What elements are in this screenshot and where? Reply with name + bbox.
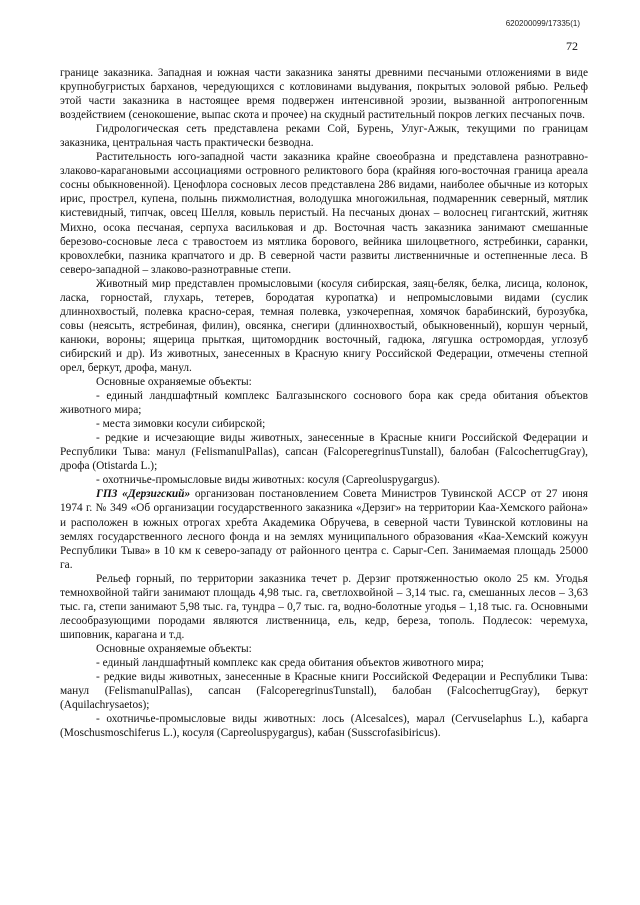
protected-objects-heading: Основные охраняемые объекты: (96, 642, 252, 655)
document-number: 620200099/17335(1) (505, 19, 580, 28)
paragraph-relief: границе заказника. Западная и южная части заказника заняты древними песчаными отложениями в виде крупнобугристых барханов, чередующихся с котловинами выдувания, покрытых эоловой рябью. Рельеф этой части заказника в настоящее время подвержен интенсивной эрозии, вызванной антропогенным воздействием (сенокошение, выпас скота и прочее) на скудный растительный покров легких песчаных почв. (60, 67, 588, 122)
protected-object-item: - охотничье-промысловые виды животных: лось (Alcesalces), марал (Cervuselaphus L.), кабарга (Moschusmoschiferus L.), косуля (Capreoluspygargus), кабан (Susscrofasibiricus). (60, 713, 588, 740)
protected-object-item: - места зимовки косули сибирской; (96, 418, 266, 431)
paragraph-vegetation: Растительность юго-западной части заказника крайне своеобразна и представлена разнотравно-злаково-карагановыми ассоциациями островного реликтового бора (крайняя юго-восточная граница ареала сосны обыкновенной). Ценофлора сосновых лесов представлена 286 видами, наиболее обычные из которых ирис, прострел, купена, полынь пижмолистная, володушка многожильная, подмаренник северный, мятлик кистевидный, типчак, овсец Шелля, ковыль перистый. На песчаных дюнах – волоснец гигантский, житняк Михно, осока песчаная, серпуха васильковая и др. Восточная часть заказника занимают смешанные березово-сосновые леса с травостоем из мятлика борового, вейника шилоцветного, ястребинки, саранки, кровохлебки, пазника крапчатого и др. В северной части развиты лиственничные и остепненные леса. В северо-западной – злаково-разнотравные степи. (60, 151, 588, 276)
page-number: 72 (566, 39, 578, 53)
paragraph-fauna: Животный мир представлен промысловыми (косуля сибирская, заяц-беляк, белка, лисица, колонок, ласка, горностай, глухарь, тетерев, бородатая куропатка) и непромысловыми видами (суслик длиннохвостый, полевка красно-серая, темная полевка, узкочерепная, хомячок барабинский, бурозубка, совы (неясыть, ястребиная, филин), овсянка, снегири (длиннохвостый, обыкновенный), коршун черный, канюки, вороны; ящерица прыткая, щитомордник восточный, гадюка, лягушка остромордая, углозуб сибирский и др). Из животных, занесенных в Красную книгу Российской Федерации, отмечены степной орел, беркут, дрофа, манул. (60, 277, 588, 374)
paragraph-derzig (60, 487, 588, 571)
paragraph-derzig-relief: Рельеф горный, по территории заказника течет р. Дерзиг протяженностью около 25 км. Угодья темнохвойной тайги занимают площадь 4,98 тыс. га, светлохвойной – 3,14 тыс. га, смешанных лесов – 3,63 тыс. га, степи занимают 5,98 тыс. га, тундра – 0,7 тыс. га, водно-болотные угодья – 1,18 тыс. га. Основными лесообразующими породами являются лиственница, ель, кедр, береза, тополь. Подлесок: черемуха, шиповник, карагана и т.д. (60, 572, 588, 641)
protected-objects-heading: Основные охраняемые объекты: (96, 376, 252, 389)
protected-object-item: - единый ландшафтный комплекс как среда обитания объектов животного мира; (96, 656, 484, 669)
protected-object-item: - единый ландшафтный комплекс Балгазынского соснового бора как среда обитания объектов животного мира; (60, 390, 588, 417)
protected-object-item: - редкие и исчезающие виды животных, занесенные в Красные книги Российской Федерации и Республики Тыва: манул (FelismanulPallas), сапсан (FalcoperegrinusTunstall), балобан (FalcocherrugGray), дрофа (Otistarda L.); (60, 432, 588, 473)
protected-object-item: - охотничье-промысловые виды животных: косуля (Capreoluspygargus). (96, 474, 440, 487)
paragraph-hydrology: Гидрологическая сеть представлена реками Сой, Бурень, Улуг-Ажык, текущими по границам заказника, центральная часть практически безводна. (60, 123, 588, 150)
document-body (60, 66, 588, 740)
reserve-name: ГПЗ «Дерзигский» (96, 488, 191, 501)
paragraph-derzig-text: организован постановлением Совета Министров Тувинской АССР от 27 июня 1974 г. № 349 «Об организации государственного заказника «Дерзиг» на территории Каа-Хемского района» и расположен в южных отрогах хребта Академика Обручева, в северной части Тувинской котловины на землях государственного лесного фонда и на землях муниципального образования «Каа-Хемский кожуун Республики Тыва» в 10 км к северо-западу от районного центра с. Сарыг-Сеп. Занимаемая площадь 25000 га. (60, 488, 588, 571)
protected-object-item: - редкие виды животных, занесенные в Красные книги Российской Федерации и Республики Тыва: манул (FelismanulPallas), сапсан (FalcoperegrinusTunstall), балобан (FalcocherrugGray), беркут (Aquilachrysaetos); (60, 671, 588, 712)
